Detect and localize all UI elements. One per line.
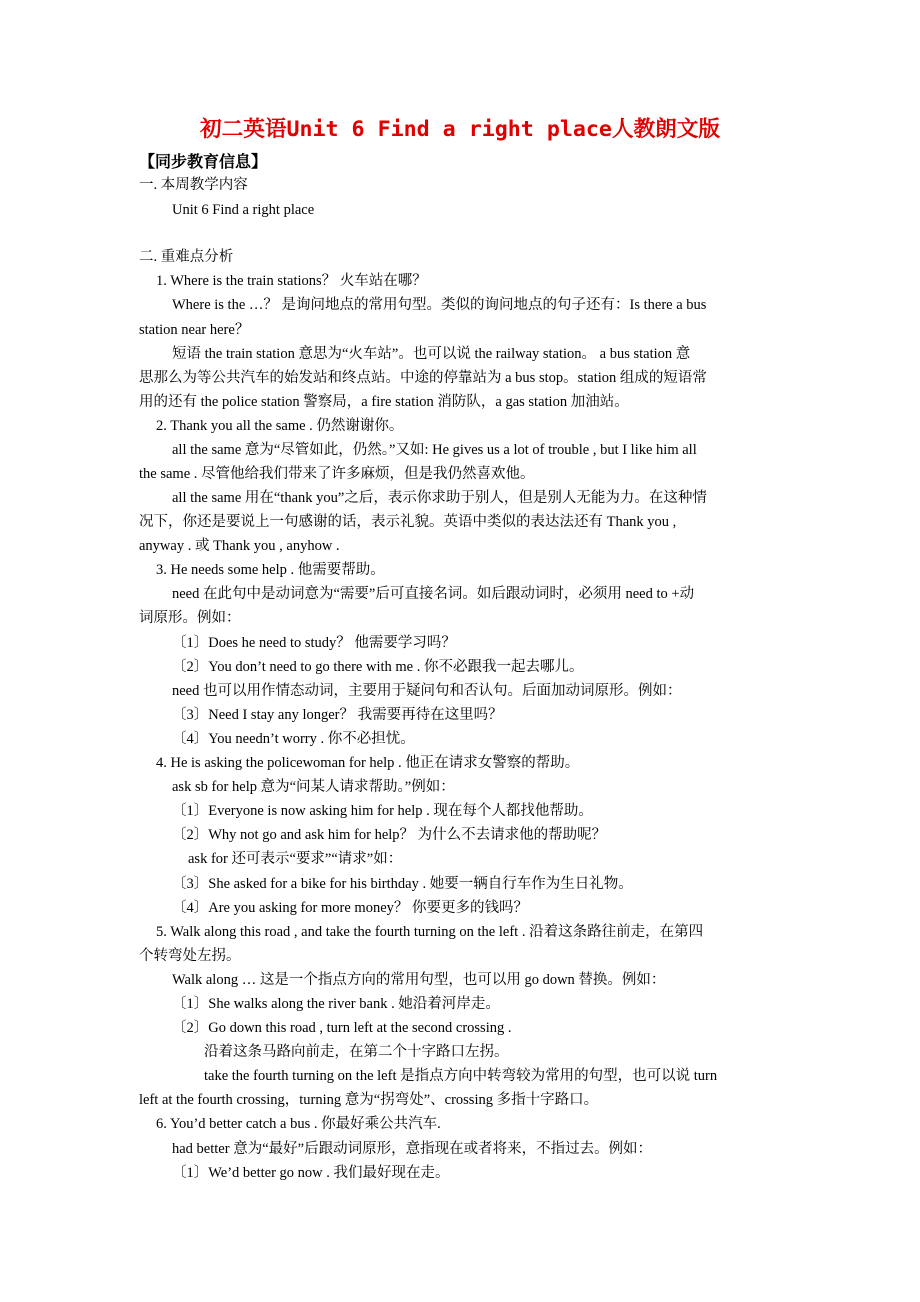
text-line: need 也可以用作情态动词，主要用于疑问句和否认句。后面加动词原形。例如： xyxy=(172,683,682,699)
text-line: ask sb for help 意为“问某人请求帮助。”例如： xyxy=(172,779,455,795)
text-line: the same . 尽管他给我们带来了许多麻烦，但是我仍然喜欢他。 xyxy=(139,466,535,482)
text-line: station near here？ xyxy=(139,322,250,338)
text-line: 1. Where is the train stations？ 火车站在哪？ xyxy=(156,273,427,289)
text-line: 思那么为等公共汽车的始发站和终点站。中途的停靠站为 a bus stop。station 组成的短语常 xyxy=(139,370,707,386)
text-line: need 在此句中是动词意为“需要”后可直接名词。如后跟动词时，必须用 need to +动 xyxy=(172,586,695,602)
text-line: 一. 本周教学内容 xyxy=(139,177,248,193)
text-line: 二. 重难点分析 xyxy=(139,249,234,265)
text-line: left at the fourth crossing，turning 意为“拐弯处”、crossing 多指十字路口。 xyxy=(139,1092,599,1108)
text-line: 况下，你还是要说上一句感谢的话，表示礼貌。英语中类似的表达法还有 Thank you , xyxy=(139,514,677,530)
text-line: all the same 意为“尽管如此，仍然。”又如: He gives us a lot of trouble , but I like him all xyxy=(172,442,697,458)
text-line: 〔2〕You don’t need to go there with me . 你不必跟我一起去哪儿。 xyxy=(172,659,584,675)
text-line: 〔1〕She walks along the river bank . 她沿着河岸走。 xyxy=(172,996,500,1012)
text-line: 〔1〕We’d better go now . 我们最好现在走。 xyxy=(172,1165,450,1181)
text-line: 沿着这条马路向前走，在第二个十字路口左拐。 xyxy=(204,1044,509,1060)
text-line: 〔3〕Need I stay any longer？ 我需要再待在这里吗？ xyxy=(172,707,503,723)
text-line: 〔1〕Everyone is now asking him for help . 现在每个人都找他帮助。 xyxy=(172,803,593,819)
text-line: Where is the …？ 是询问地点的常用句型。类似的询问地点的句子还有：Is there a bus xyxy=(172,297,707,313)
text-line: 〔4〕You needn’t worry . 你不必担忧。 xyxy=(172,731,415,747)
text-line: 〔1〕Does he need to study？ 他需要学习吗？ xyxy=(172,635,456,651)
text-line: 词原形。例如： xyxy=(139,610,241,626)
text-line: 个转弯处左拐。 xyxy=(139,948,241,964)
text-line: Unit 6 Find a right place xyxy=(172,202,315,218)
text-line: 4. He is asking the policewoman for help . 他正在请求女警察的帮助。 xyxy=(156,755,580,771)
text-line: 用的还有 the police station 警察局，a fire station 消防队，a gas station 加油站。 xyxy=(139,394,629,410)
text-line: take the fourth turning on the left 是指点方向中转弯较为常用的句型，也可以说 turn xyxy=(204,1068,718,1084)
text-line: 5. Walk along this road , and take the fourth turning on the left . 沿着这条路往前走，在第四 xyxy=(156,924,704,940)
text-line: ask for 还可表示“要求”“请求”如： xyxy=(188,851,403,867)
text-line: 〔3〕She asked for a bike for his birthday . 她要一辆自行车作为生日礼物。 xyxy=(172,876,633,892)
text-line: had better 意为“最好”后跟动词原形，意指现在或者将来，不指过去。例如： xyxy=(172,1141,653,1157)
text-line: 2. Thank you all the same . 仍然谢谢你。 xyxy=(156,418,404,434)
text-line: anyway . 或 Thank you , anyhow . xyxy=(139,538,340,554)
text-line: 〔2〕Why not go and ask him for help？ 为什么不去请求他的帮助呢？ xyxy=(172,827,607,843)
text-line: 〔4〕Are you asking for more money？ 你要更多的钱吗？ xyxy=(172,900,529,916)
text-line: 6. You’d better catch a bus . 你最好乘公共汽车. xyxy=(156,1116,441,1132)
text-line: Walk along … 这是一个指点方向的常用句型，也可以用 go down 替换。例如： xyxy=(172,972,666,988)
document-title: 初二英语Unit 6 Find a right place人教朗文版 xyxy=(199,117,721,142)
text-line: all the same 用在“thank you”之后，表示你求助于别人，但是别人无能为力。在这种情 xyxy=(172,490,707,506)
text-line: 〔2〕Go down this road , turn left at the second crossing . xyxy=(172,1020,512,1036)
section-heading: 【同步教育信息】 xyxy=(139,152,268,171)
text-line: 短语 the train station 意思为“火车站”。也可以说 the railway station。 a bus station 意 xyxy=(172,346,691,362)
text-line: 3. He needs some help . 他需要帮助。 xyxy=(156,562,385,578)
